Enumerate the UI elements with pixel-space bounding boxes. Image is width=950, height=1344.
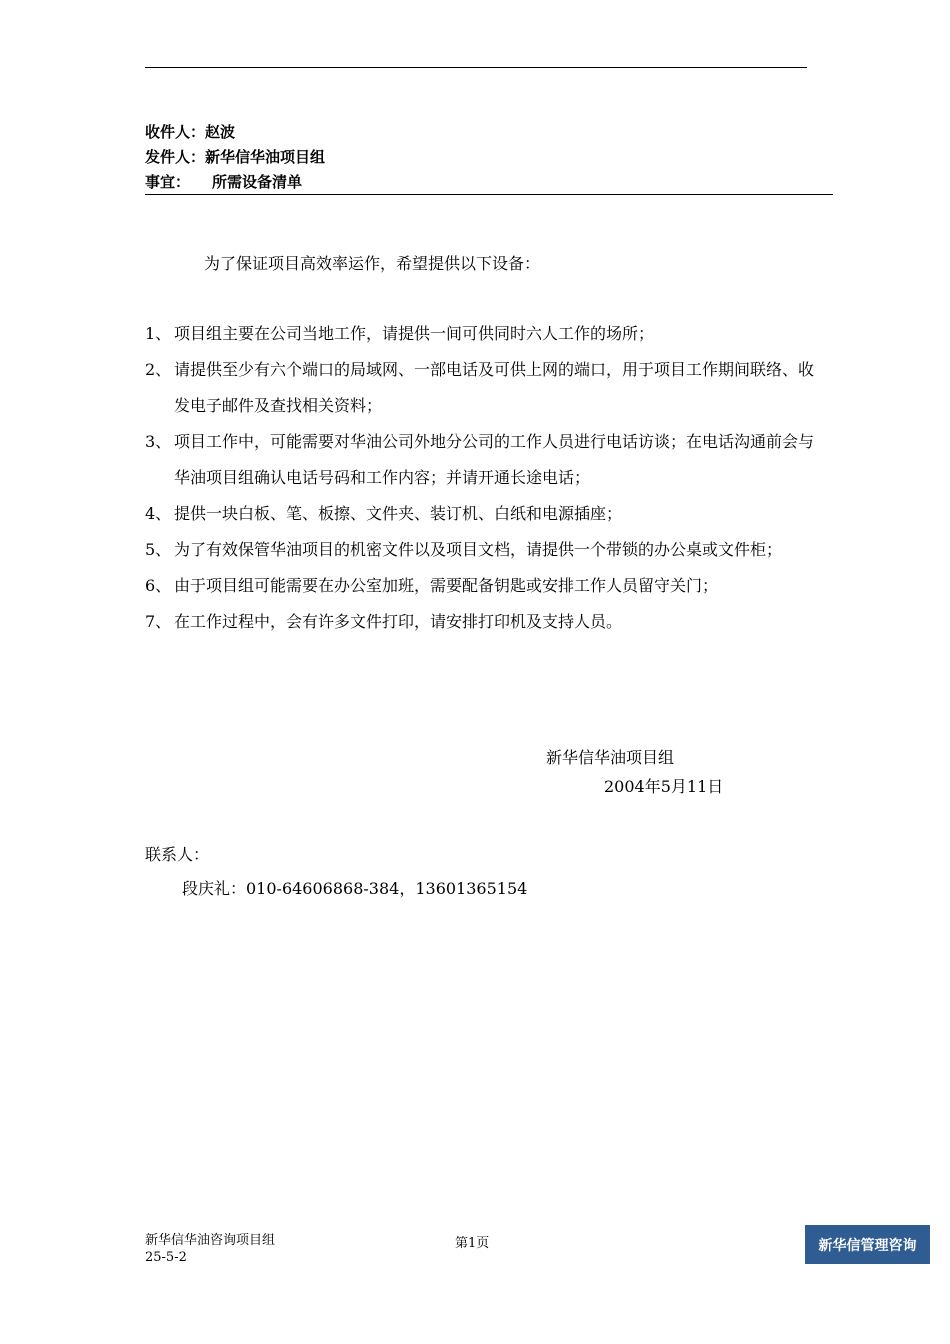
recipient-row <box>145 120 325 145</box>
item-text: 在工作过程中，会有许多文件打印，请安排打印机及支持人员。 <box>174 612 623 631</box>
footer-left <box>145 1232 275 1266</box>
item-text: 由于项目组可能需要在办公室加班，需要配备钥匙或安排工作人员留守关门； <box>174 576 719 595</box>
item-text: 提供一块白板、笔、板擦、文件夹、装订机、白纸和电源插座； <box>174 504 623 523</box>
sender-name: 新华信华油项目组 <box>205 148 326 166</box>
item-text: 请提供至少有六个端口的局域网、一部电话及可供上网的端口，用于项目工作期间联络、收发电子邮件及查找相关资料； <box>174 360 815 415</box>
subject-row <box>145 170 325 195</box>
memo-header <box>145 120 325 195</box>
list-item <box>145 568 825 604</box>
footer-group-name: 新华信华油咨询项目组 <box>145 1233 276 1248</box>
item-text: 项目工作中，可能需要对华油公司外地分公司的工作人员进行电话访谈；在电话沟通前会与华油项目组确认电话号码和工作内容；并请开通长途电话； <box>174 432 815 487</box>
recipient-name: 赵波 <box>205 123 236 141</box>
item-text: 项目组主要在公司当地工作，请提供一间可供同时六人工作的场所； <box>174 324 655 343</box>
item-number: 3、 <box>145 432 172 451</box>
equipment-list <box>145 316 825 640</box>
item-number: 6、 <box>145 576 172 595</box>
sender-label: 发件人： <box>145 148 206 166</box>
item-text: 为了有效保管华油项目的机密文件以及项目文档，请提供一个带锁的办公桌或文件柜； <box>174 540 783 559</box>
subject-label: 事宜： <box>145 173 191 191</box>
recipient-label: 收件人： <box>145 123 206 141</box>
subject-text: 所需设备清单 <box>212 173 303 191</box>
signature-date: 2004年5月11日 <box>604 777 724 796</box>
item-number: 7、 <box>145 612 172 631</box>
list-item <box>145 424 825 496</box>
item-number: 5、 <box>145 540 172 559</box>
item-number: 1、 <box>145 324 172 343</box>
contact-line: 段庆礼：010-64606868-384，13601365154 <box>182 879 528 898</box>
list-item <box>145 532 825 568</box>
list-item <box>145 352 825 424</box>
list-item <box>145 496 825 532</box>
header-rule <box>145 67 807 68</box>
contact-label: 联系人： <box>145 845 210 864</box>
item-number: 4、 <box>145 504 172 523</box>
intro-paragraph: 为了保证项目高效率运作，希望提供以下设备： <box>204 254 541 273</box>
list-item <box>145 316 825 352</box>
sender-row <box>145 145 325 170</box>
list-item <box>145 604 825 640</box>
page-number: 第1页 <box>455 1236 490 1251</box>
item-number: 2、 <box>145 360 172 379</box>
footer-code: 25-5-2 <box>145 1250 187 1265</box>
memo-rule <box>145 194 833 195</box>
brand-badge: 新华信管理咨询 <box>805 1225 930 1264</box>
signature-org: 新华信华油项目组 <box>546 748 675 767</box>
